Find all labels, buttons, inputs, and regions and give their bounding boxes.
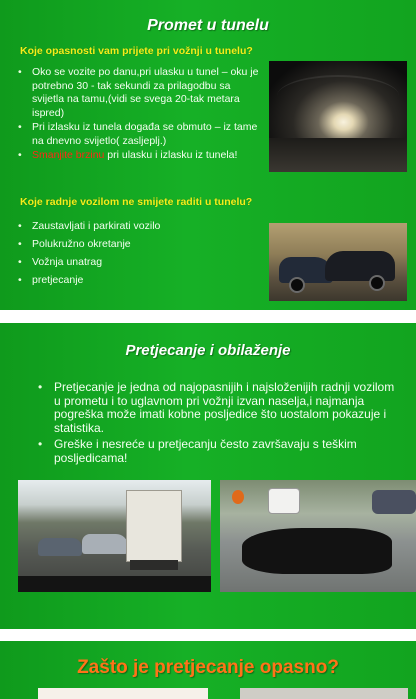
image-preview (240, 688, 408, 699)
slide-title: Zašto je pretjecanje opasno? (77, 657, 339, 678)
slide-title: Promet u tunelu (147, 17, 269, 34)
list-item: • pretjecanje (18, 274, 260, 287)
speed-warning-rest: pri ulasku i izlasku iz tunela! (104, 149, 238, 161)
list-item: • Polukružno okretanje (18, 238, 260, 251)
wheel (289, 277, 305, 293)
speed-warning: Smanjite brzinu (32, 149, 105, 161)
slide-zasto-opasno (0, 641, 416, 699)
van (268, 488, 300, 514)
crashed-car (325, 251, 395, 281)
forbidden-actions-list (18, 220, 260, 292)
slide-promet-u-tunelu (0, 0, 416, 310)
wheel (369, 275, 385, 291)
question-dangers: Koje opasnosti vam prijete pri vožnji u tunelu? (20, 45, 253, 57)
list-item (18, 149, 260, 163)
list-item: • Oko se vozite po danu,pri ulasku u tunel – oku je potrebno 30 - tak sekundi za prilagodbu sa svijetla na tamu,(vidi se svega 20-tak metara ispred) (18, 66, 260, 120)
traffic-cone (232, 490, 244, 504)
crashed-car (38, 538, 82, 556)
image-preview (38, 688, 208, 699)
slide-separator (0, 310, 416, 323)
list-item: • Pretjecanje je jedna od najopasnijih i najsloženijih radnji vozilom u prometu i to uglavnom pri vožnji izvan naselja,i najmanja pogreška može imati kobne posljedice što uostalom pokazuje i statistika. (38, 381, 398, 435)
crashed-motorcycle (242, 528, 392, 574)
dangers-list (18, 66, 260, 164)
tunnel-crash-photo (269, 223, 407, 301)
slide-title: Pretjecanje i obilaženje (125, 342, 291, 359)
list-item: • Zaustavljati i parkirati vozilo (18, 220, 260, 233)
question-forbidden-actions: Koje radnje vozilom ne smijete raditi u tunelu? (20, 196, 253, 208)
slide-separator (0, 629, 416, 641)
list-item: • Greške i nesreće u pretjecanju često završavaju s teškim posljedicama! (38, 438, 398, 465)
list-item: • Vožnja unatrag (18, 256, 260, 269)
motorcycle-crash-photo (220, 480, 416, 592)
truck (126, 490, 182, 562)
truck-wheels (130, 560, 178, 570)
tunnel-photo (269, 61, 407, 172)
crashed-car (82, 534, 128, 554)
overtaking-crash-photo (18, 480, 211, 592)
parked-car (372, 490, 416, 514)
car-dashboard (18, 576, 211, 592)
overtaking-list (38, 381, 398, 468)
list-item: • Pri izlasku iz tunela događa se obmuto – iz tame na dnevno svijetlo( zasljeplj.) (18, 121, 260, 148)
